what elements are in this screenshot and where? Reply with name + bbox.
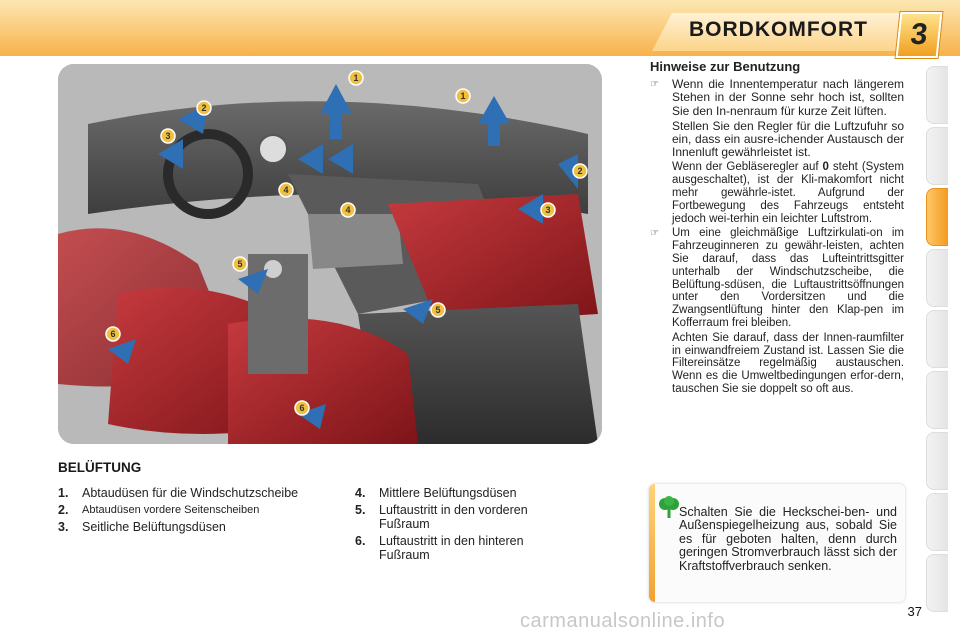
callout-4b: 4 xyxy=(345,205,351,215)
speedometer xyxy=(259,135,287,163)
note-continuation: Wenn der Gebläseregler auf 0 steht (System ausgeschaltet), ist der Kli-makomfort nicht mehr gewährle-istet. Aufgrund der Fortbewegung des Fahrzeugs entsteht jedoch wei-terhin ein leichter Luftstrom. xyxy=(672,161,904,225)
chapter-tab-2[interactable] xyxy=(926,127,948,185)
legend-item: 4. Mittlere Belüftungsdüsen xyxy=(355,486,517,500)
chapter-tab-9[interactable] xyxy=(926,554,948,612)
legend-item: 6. Luftaustritt in den hinteren Fußraum xyxy=(355,534,524,562)
note-continuation: Achten Sie darauf, dass der Innen-raumfilter in einwandfreiem Zustand ist. Lassen Sie die Filtereinsätze regelmäßig austauschen. Wenn es die Umweltbedingungen erfor-dern, tauschen Sie sie doppelt so oft aus. xyxy=(672,331,904,395)
radio-panel xyxy=(308,214,403,269)
callout-2a: 2 xyxy=(201,103,207,113)
legend-item: 2. Abtaudüsen vordere Seitenscheiben xyxy=(58,503,260,517)
callout-2b: 2 xyxy=(577,166,583,176)
legend-item: 1. Abtaudüsen für die Windschutzscheibe xyxy=(58,486,299,500)
car-interior-drawing xyxy=(58,64,602,444)
callout-5a: 5 xyxy=(237,259,243,269)
eco-tip-text: Schalten Sie die Heckschei-ben- und Außenspiegelheizung aus, sobald Sie es für geboten halten, denn durch geringen Stromverbrauch lässt sich der Kraftstoffverbrauch senken. xyxy=(679,505,897,573)
usage-notes xyxy=(650,60,904,398)
note-paragraph: ☞ Wenn die Innentemperatur nach längerem Stehen in der Sonne sehr hoch ist, sollten Sie den In-nenraum für kurze Zeit lüften. xyxy=(650,77,904,118)
pointing-hand-icon: ☞ xyxy=(650,228,659,240)
gear-knob xyxy=(264,260,282,278)
section-title: BELÜFTUNG xyxy=(58,460,142,475)
notes-title: Hinweise zur Benutzung xyxy=(650,59,801,74)
chapter-tab-5[interactable] xyxy=(926,310,948,368)
callout-5b: 5 xyxy=(435,305,441,315)
legend-item: 3. Seitliche Belüftungsdüsen xyxy=(58,520,226,534)
chapter-tab-7[interactable] xyxy=(926,432,948,490)
chapter-tab-3[interactable] xyxy=(926,188,948,246)
chapter-number-badge: 3 xyxy=(896,12,943,58)
chapter-side-tabs xyxy=(926,66,948,576)
page-header xyxy=(0,0,960,56)
callout-6b: 6 xyxy=(299,403,305,413)
callout-6a: 6 xyxy=(110,329,116,339)
chapter-tab-6[interactable] xyxy=(926,371,948,429)
watermark: carmanualsonline.info xyxy=(520,610,726,632)
legend-item: 5. Luftaustritt in den vorderen Fußraum xyxy=(355,503,528,531)
ventilation-illustration xyxy=(58,64,602,444)
page-number: 37 xyxy=(907,604,922,619)
callout-3a: 3 xyxy=(165,131,171,141)
tipbox-accent-bar xyxy=(649,484,655,602)
chapter-tab-1[interactable] xyxy=(926,66,948,124)
legend-right xyxy=(355,486,575,565)
legend-left xyxy=(58,486,328,537)
callout-1a: 1 xyxy=(353,73,359,83)
note-paragraph: ☞ Um eine gleichmäßige Luftzirkulati-on im Fahrzeuginneren zu gewähr-leisten, achten Sie darauf, dass das Lufteintrittsgitter unterhalb der Windschutzscheibe, die Belüftung-sdüsen, die Luftaustrittsöffnungen unter den Vordersitzen und die Zwangsentlüftung hinter den Klap-pen im Kofferraum frei bleiben. xyxy=(650,227,904,329)
chapter-title: BORDKOMFORT xyxy=(689,18,868,41)
callout-3b: 3 xyxy=(545,205,551,215)
pointing-hand-icon: ☞ xyxy=(650,79,659,91)
tree-icon xyxy=(658,496,680,520)
eco-tip-box xyxy=(649,484,905,602)
callout-1b: 1 xyxy=(460,91,466,101)
chapter-tab-8[interactable] xyxy=(926,493,948,551)
chapter-tab-4[interactable] xyxy=(926,249,948,307)
note-continuation: Stellen Sie den Regler für die Luftzufuhr so ein, dass ein ausre-ichender Austausch der Innenluft gewährleistet ist. xyxy=(672,118,904,160)
callout-4a: 4 xyxy=(283,185,289,195)
